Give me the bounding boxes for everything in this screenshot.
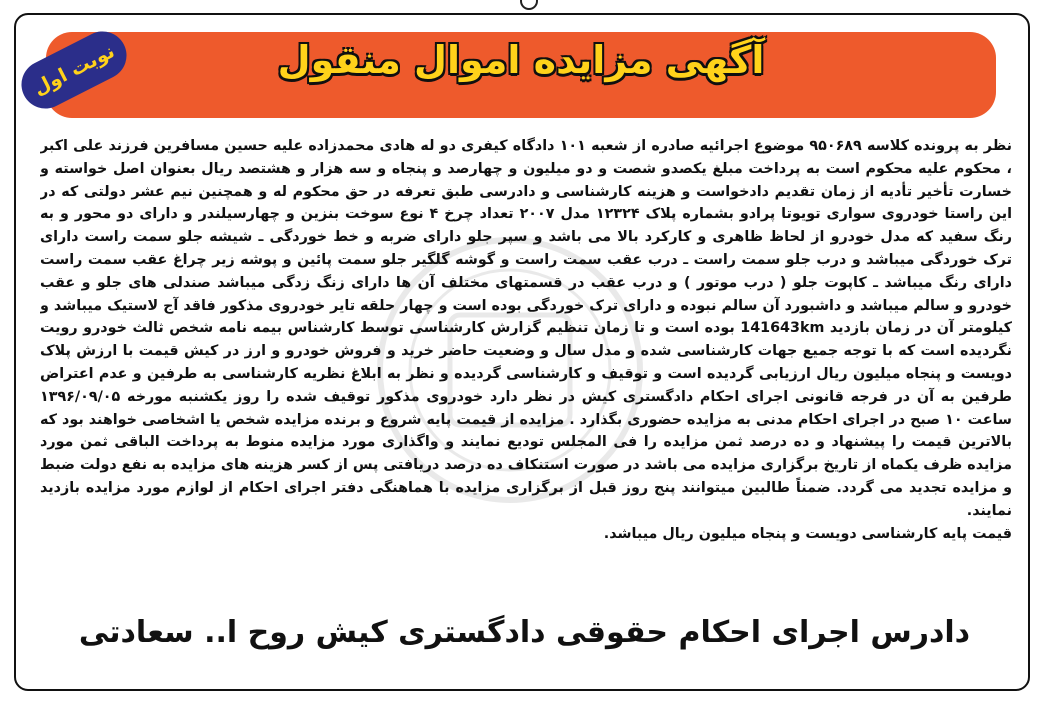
- signature-line: دادرس اجرای احکام حقوقی دادگستری کیش روح ا.. سعادتی: [78, 615, 971, 650]
- notice-body: [40, 135, 1012, 613]
- notice-body-paragraph: نظر به پرونده کلاسه ۹۵۰۶۸۹ موضوع اجرائیه صادره از شعبه ۱۰۱ دادگاه کیفری دو له هادی محمدزاده علیه حسین مسافرین فرزند علی اکبر ، محکوم علیه محکوم است به پرداخت مبلغ یکصدو شصت و دو میلیون و چهارصد و پنجاه و سه هزار و هشتصد ریال بعنوان اصل خواسته و خسارت تأخیر تأدیه از زمان تقدیم دادخواست و هزینه کارشناسی و دادرسی طبق تعرفه در حق محکوم له و همچنین نیم عشر دولتی که در این راستا خودروی سواری تویوتا پرادو بشماره پلاک ۱۲۳۲۴ مدل ۲۰۰۷ تعداد چرخ ۴ نوع سوخت بنزین و چهارسیلندر و دارای دو محور و به رنگ سفید که مدل خودرو از لحاظ ظاهری و کارکرد بالا می باشد و سپر جلو دارای ضربه و خط خوردگی ـ شیشه جلو سمت راست دارای ترک خوردگی میباشد و درب جلو سمت راست ـ درب عقب سمت راست و گوشه گلگیر جلو سمت پائین و پوشه زیر چراغ عقب سمت راست دارای رنگ میباشد ـ کاپوت جلو ( درب موتور ) و درب عقب در قسمتهای مختلف آن ها دارای زنگ زدگی میباشد صندلی های جلو و عقب خودرو و سالم میباشد و داشبورد آن سالم نبوده و دارای ترک خوردگی بوده است و چهار حلقه تایر خودروی مذکور فاقد آج لاستیک میباشد و کیلومتر آن در زمان بازدید 141643km بوده است و تا زمان تنظیم گزارش کارشناسی توسط کارشناس بیمه نامه شخص ثالث خودرو رویت نگردیده است که با توجه جمیع جهات کارشناسی شده و مدل سال و وضعیت حاضر خرید و فروش خودرو و ارز در کیش قیمت با ارزش پلاک دویست و پنجاه میلیون ریال ارزیابی گردیده است و توقیف و کارشناسی گردیده و نظر به ابلاغ نظریه کارشناسی به طرفین و عدم اعتراض طرفین به آن در فرجه قانونی اجرای احکام دادگستری کیش در نظر دارد خودروی مذکور توقیف شده را روز یکشنبه مورخه ۱۳۹۶/۰۹/۰۵ ساعت ۱۰ صبح در اجرای احکام مدنی به مزایده حضوری بگذارد . مزایده از قیمت پایه شروع و برنده مزایده شخص یا اشخاصی خواهند بود که بالاترین قیمت را پیشنهاد و ده درصد ثمن مزایده را فی المجلس تودیع نمایند و واگذاری مورد مزایده منوط به پرداخت الباقی ثمن مورد مزایده ظرف یکماه از تاریخ برگزاری مزایده می باشد در صورت استنکاف ده درصد دریافتی پس از کسر هزینه های مزایده به نفع دولت ضبط و مزایده تجدید می گردد. ضمناً طالبین میتوانند پنج روز قبل از برگزاری مزایده با هماهنگی دفتر اجرای احکام از لوازم مورد مزایده بازدید نمایند.: [40, 138, 1012, 519]
- top-ring-mark: [520, 0, 538, 10]
- badge-label: نوبت اول: [29, 40, 119, 100]
- base-price-line: قیمت پایه کارشناسی دویست و پنجاه میلیون ریال میباشد.: [603, 525, 1012, 542]
- title-banner: [46, 32, 996, 118]
- notice-title: آگهی مزایده اموال منقول: [277, 38, 765, 82]
